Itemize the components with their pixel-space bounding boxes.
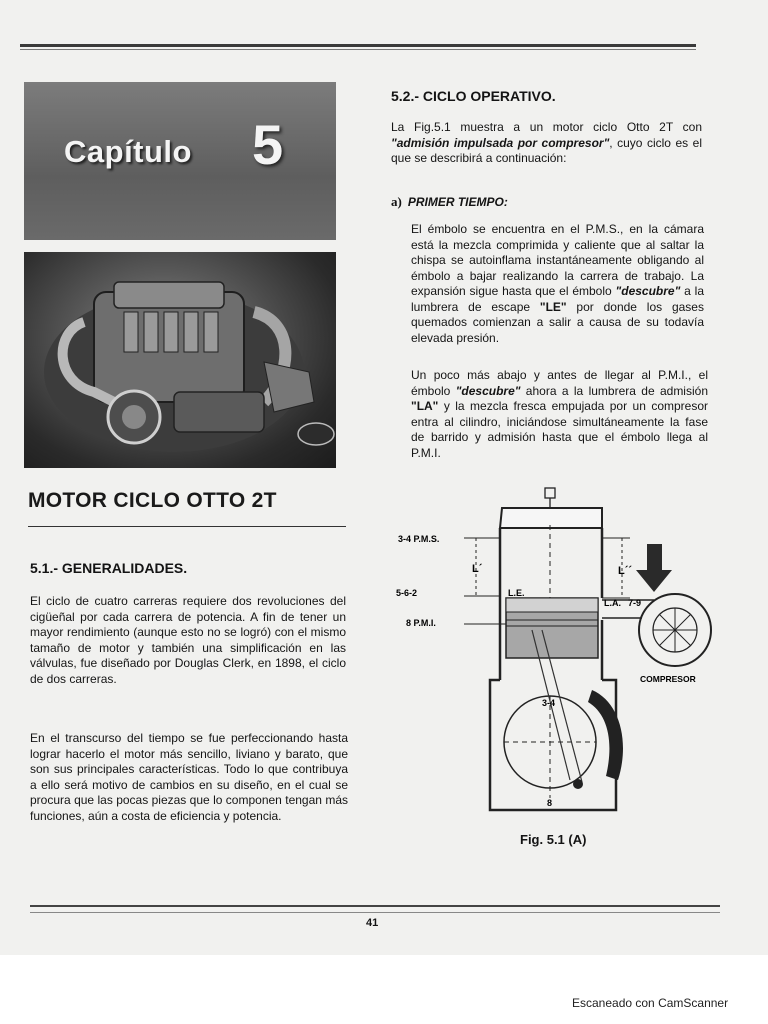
bottom-rule xyxy=(30,905,720,907)
top-rule xyxy=(20,44,696,47)
label-pms: 3-4 P.M.S. xyxy=(398,534,440,544)
label-l2: L´´ xyxy=(618,565,633,577)
section-heading-generalidades: 5.1.- GENERALIDADES. xyxy=(30,560,188,576)
subheading-primer-tiempo xyxy=(391,194,508,210)
label-7-9: 7-9 xyxy=(628,598,642,608)
p2-text-c: y la mezcla fresca empujada por un compresor entra al cilindro, iniciándose simultáneamente la fase de barrido y admisión hasta que el émbolo llega al P.M.I. xyxy=(411,399,708,460)
rotation-arrow-icon xyxy=(588,690,623,780)
p1-bold: "LE" xyxy=(539,299,567,314)
paragraph-generalidades-1: El ciclo de cuatro carreras requiere dos revoluciones del cigüeñal por cada carrera de potencia. A fin de tener un mayor rendimiento (aunque esto no se logró) con el mismo tamaño de motor y también una simplificación en las válvulas, fue diseñado por Douglas Clerk, en 1898, el ciclo de dos carreras. xyxy=(30,594,346,686)
intro-emphasis: "admisión impulsada por compresor" xyxy=(391,135,610,150)
label-pmi: 8 P.M.I. xyxy=(406,618,436,628)
chapter-number: 5 xyxy=(252,113,284,176)
p1-text-a: El émbolo se encuentra en el P.M.S., en la cámara está la mezcla comprimida y caliente que al saltar la chispa se autoinflama instantáneamente obligando al émbolo a bajar realizando la carrera de trabajo. La expansión sigue hasta que el émbolo xyxy=(411,222,704,298)
page-number: 41 xyxy=(366,917,379,929)
label-5-6-2: 5-6-2 xyxy=(396,588,418,598)
chapter-banner xyxy=(24,82,336,240)
paragraph-generalidades-2: En el transcurso del tiempo se fue perfeccionando hasta lograr hacerlo el motor más sencillo, liviano y barato, que son sus principales características. Todo lo que contribuya a ello será motivo de cambios en su diseño, en el cual se procura que las pocas piezas que lo componen tengan más funciones, aún a costa de eficiencia y potencia. xyxy=(30,731,348,823)
label-8-crank: 8 xyxy=(547,798,553,808)
p2-text-a: Un poco más abajo y antes de llegar al P.M.I., el émbolo xyxy=(411,368,708,398)
label-compresor: COMPRESOR xyxy=(640,674,696,684)
subheading-label: PRIMER TIEMPO: xyxy=(407,195,508,209)
p2-text-b: ahora a la lumbrera de admisión xyxy=(520,383,708,398)
main-title: MOTOR CICLO OTTO 2T xyxy=(28,489,277,512)
engine-diagram xyxy=(392,480,722,820)
subheading-letter: a) xyxy=(391,194,402,209)
engine-photo xyxy=(24,252,336,468)
label-le: L.E. xyxy=(508,588,525,598)
label-l1: L´ xyxy=(472,563,483,575)
title-rule xyxy=(28,526,346,527)
label-3-4-crank: 3-4 xyxy=(542,698,556,708)
paragraph-primer-tiempo-1 xyxy=(411,222,704,346)
p2-bold: "LA" xyxy=(411,399,439,413)
figure-caption: Fig. 5.1 (A) xyxy=(520,832,587,847)
scanner-watermark: Escaneado con CamScanner xyxy=(572,996,729,1010)
intro-text-a: La Fig.5.1 muestra a un motor ciclo Otto 2T con xyxy=(391,120,702,134)
chapter-label: Capítulo xyxy=(64,134,192,169)
p2-emphasis: "descubre" xyxy=(455,383,521,398)
section-heading-ciclo: 5.2.- CICLO OPERATIVO. xyxy=(391,88,556,104)
paragraph-ciclo-intro xyxy=(391,120,702,167)
bottom-rule-thin xyxy=(30,912,720,913)
top-rule-thin xyxy=(20,49,696,50)
two-stroke-cycle-diagram xyxy=(392,480,722,820)
p1-text-c: por donde los gases quemados comienzan a salir a causa de su todavía elevada presión. xyxy=(411,299,704,345)
p1-emphasis: "descubre" xyxy=(615,284,681,298)
cylinder-head xyxy=(500,508,602,528)
down-arrow-icon xyxy=(636,544,672,592)
p1-text-b: a la lumbrera de escape xyxy=(411,284,704,314)
paragraph-primer-tiempo-2 xyxy=(411,368,708,461)
intro-text-b: , cuyo ciclo es el que se describirá a continuación: xyxy=(391,135,702,165)
label-la: L.A. xyxy=(604,598,621,608)
engine-illustration xyxy=(24,252,336,468)
